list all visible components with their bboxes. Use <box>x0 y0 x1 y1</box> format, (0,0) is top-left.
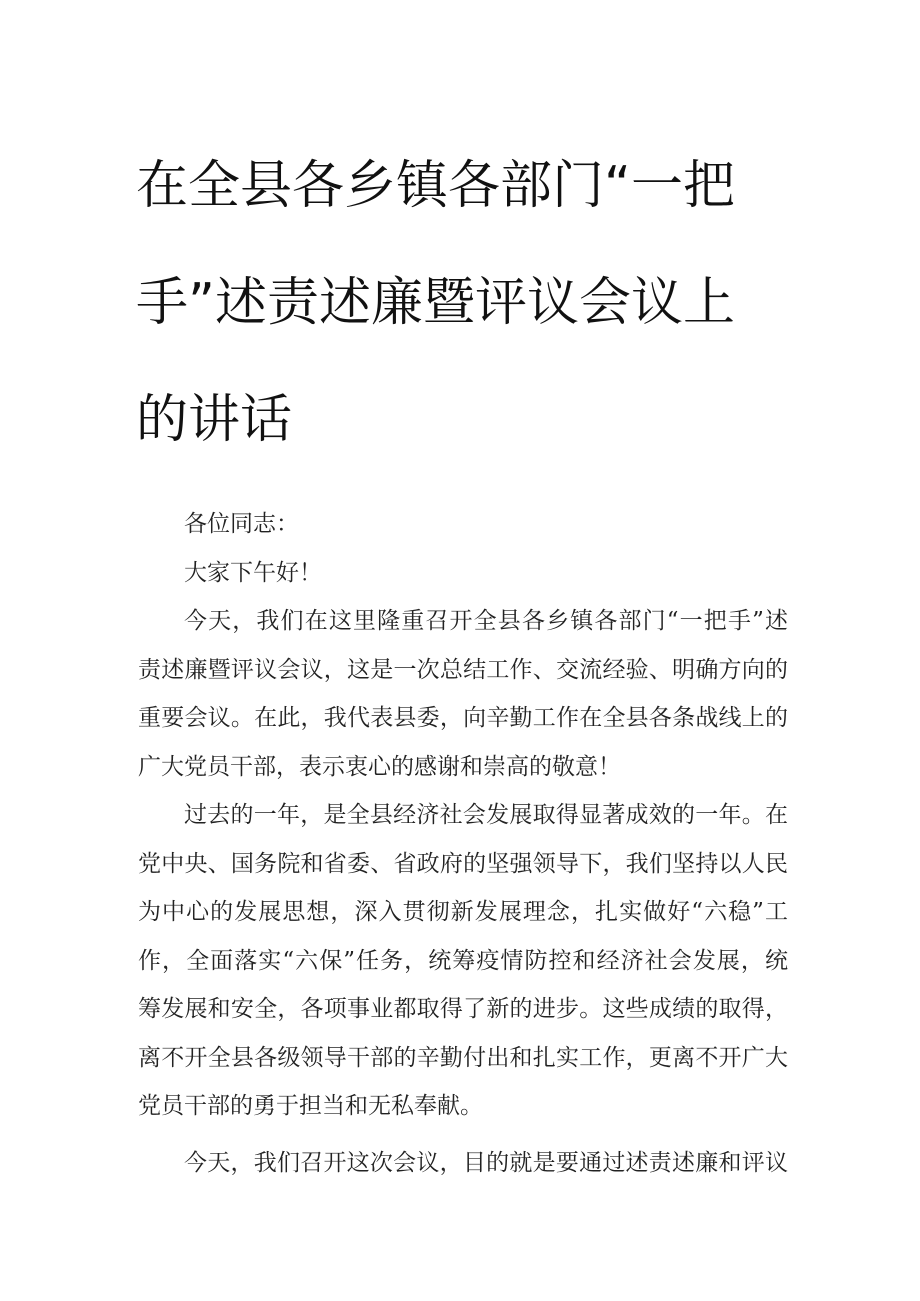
paragraph-line: 党员干部的勇于担当和无私奉献。 <box>138 1093 483 1119</box>
paragraph-line: 党中央、国务院和省委、省政府的坚强领导下，我们坚持以人民 <box>138 850 788 877</box>
paragraph-3 <box>138 1139 788 1188</box>
greeting: 大家下午好！ <box>184 559 322 586</box>
title-line: 手”述责述廉暨评议会议上 <box>136 273 735 333</box>
paragraph-2 <box>138 791 788 1131</box>
paragraph-line: 今天，我们召开这次会议，目的就是要通过述责述廉和评议 <box>184 1149 788 1176</box>
document-body <box>138 500 788 1187</box>
title-line: 在全县各乡镇各部门“一把 <box>136 156 735 216</box>
paragraph-line: 过去的一年，是全县经济社会发展取得显著成效的一年。在 <box>184 802 788 828</box>
title-line: 的讲话 <box>136 390 293 450</box>
paragraph-1 <box>138 597 788 791</box>
paragraph-spacer <box>138 1131 788 1139</box>
paragraph-line: 筹发展和安全，各项事业都取得了新的进步。这些成绩的取得， <box>138 996 788 1022</box>
paragraph-line: 今天，我们在这里隆重召开全县各乡镇各部门“一把手”述 <box>184 608 788 634</box>
paragraph-line: 为中心的发展思想，深入贯彻新发展理念，扎实做好“六稳”工 <box>138 899 788 925</box>
document-title <box>136 128 786 479</box>
paragraph-line: 广大党员干部，表示衷心的感谢和崇高的敬意！ <box>138 753 621 780</box>
paragraph-line: 作，全面落实“六保”任务，统筹疫情防控和经济社会发展，统 <box>138 947 788 974</box>
salutation: 各位同志： <box>184 511 299 537</box>
paragraph-line: 离不开全县各级领导干部的辛勤付出和扎实工作，更离不开广大 <box>138 1044 788 1071</box>
paragraph-line: 重要会议。在此，我代表县委，向辛勤工作在全县各条战线上的 <box>138 705 788 731</box>
paragraph-line: 责述廉暨评议会议，这是一次总结工作、交流经验、明确方向的 <box>138 656 788 683</box>
